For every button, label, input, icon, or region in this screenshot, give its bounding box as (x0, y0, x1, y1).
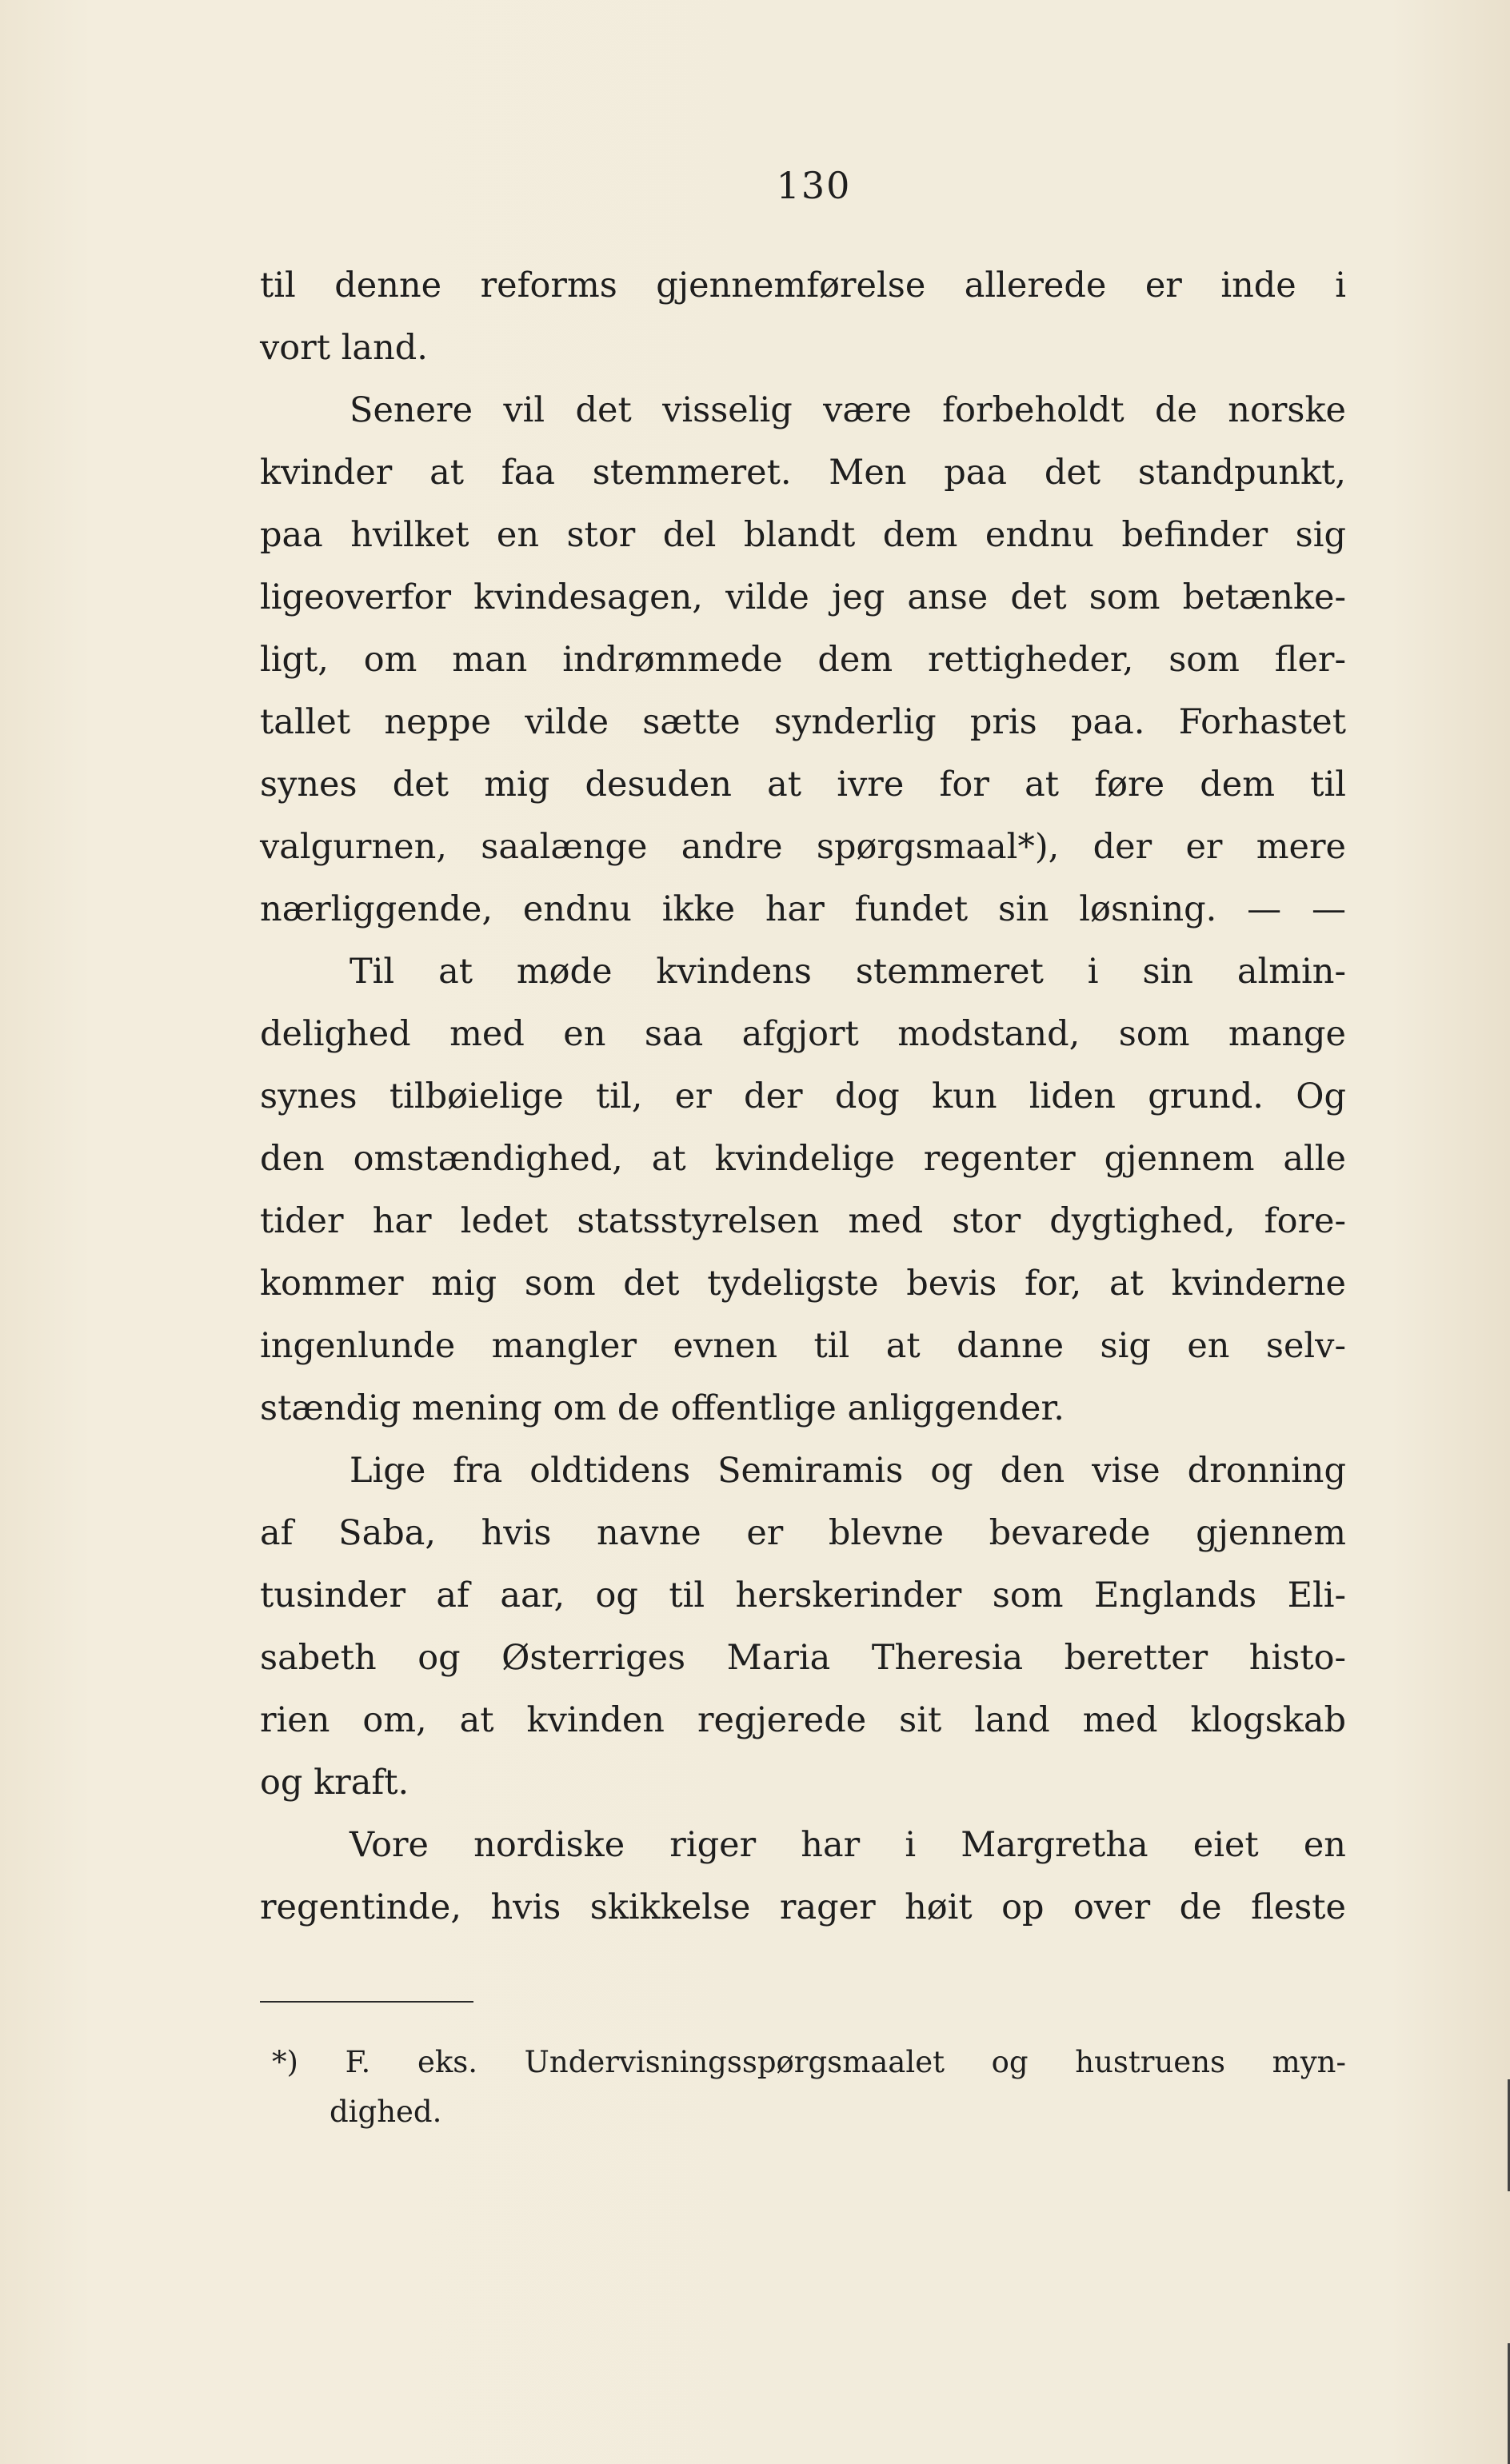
text-line: kvinder at faa stemmeret. Men paa det standpunkt, (260, 453, 1346, 493)
text-line: sabeth og Østerriges Maria Theresia beretter histo- (260, 1638, 1346, 1678)
text-line: regentinde, hvis skikkelse rager høit op over de fleste (260, 1887, 1346, 1927)
footnote-line: *) F. eks. Undervisningsspørgsmaalet og hustruens myn- (272, 2045, 1346, 2079)
text-line: paa hvilket en stor del blandt dem endnu befinder sig (260, 515, 1346, 555)
paragraph-start-line: Lige fra oldtidens Semiramis og den vise dronning (350, 1451, 1346, 1491)
page-number: 130 (776, 164, 852, 207)
text-line: nærliggende, endnu ikke har fundet sin løsning. — — (260, 889, 1346, 929)
text-line: synes det mig desuden at ivre for at føre dem til (260, 765, 1346, 805)
paragraph-start-line: Vore nordiske riger har i Margretha eiet en (350, 1825, 1346, 1865)
text-line: delighed med en saa afgjort modstand, som mange (260, 1014, 1346, 1054)
footnote-line: dighed. (330, 2095, 442, 2129)
text-line: tider har ledet statsstyrelsen med stor dygtighed, fore- (260, 1201, 1346, 1241)
paragraph-start-line: Til at møde kvindens stemmeret i sin almin- (350, 952, 1346, 992)
text-line: ligt, om man indrømmede dem rettigheder, som fler- (260, 640, 1346, 680)
text-line: tallet neppe vilde sætte synderlig pris paa. Forhastet (260, 702, 1346, 742)
text-line: og kraft. (260, 1763, 409, 1803)
text-line: den omstændighed, at kvindelige regenter gjennem alle (260, 1139, 1346, 1179)
text-line: kommer mig som det tydeligste bevis for, at kvinderne (260, 1264, 1346, 1304)
text-line: ingenlunde mangler evnen til at danne sig en selv- (260, 1326, 1346, 1366)
text-line: til denne reforms gjennemførelse allerede er inde i (260, 266, 1346, 306)
text-line: tusinder af aar, og til herskerinder som Englands Eli- (260, 1575, 1346, 1615)
text-line: rien om, at kvinden regjerede sit land med klogskab (260, 1700, 1346, 1740)
text-line: ligeoverfor kvindesagen, vilde jeg anse det som betænke- (260, 577, 1346, 617)
paragraph-start-line: Senere vil det visselig være forbeholdt de norske (350, 390, 1346, 430)
text-line: synes tilbøielige til, er der dog kun liden grund. Og (260, 1076, 1346, 1116)
text-line: vort land. (260, 328, 428, 368)
text-line: valgurnen, saalænge andre spørgsmaal*), der er mere (260, 827, 1346, 867)
text-line: af Saba, hvis navne er blevne bevarede gjennem (260, 1513, 1346, 1553)
footnote-divider (260, 2001, 473, 2003)
text-line: stændig mening om de offentlige anliggender. (260, 1388, 1065, 1428)
